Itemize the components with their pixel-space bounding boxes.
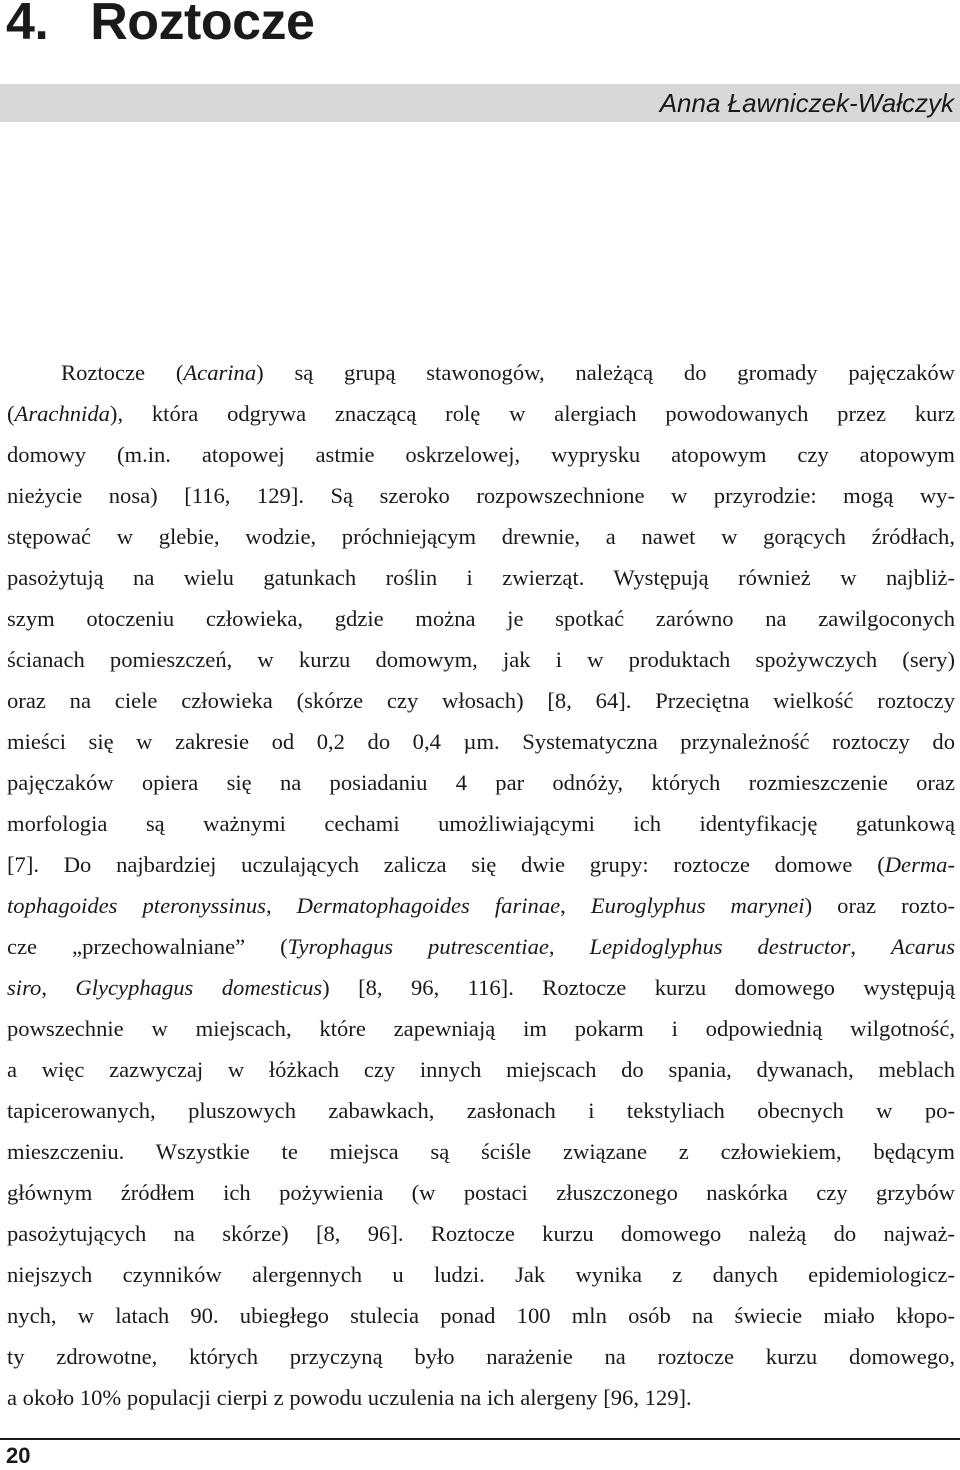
paragraph-line: niejszych czynników alergennych u ludzi. Jak wynika z danych epidemiologicz- <box>7 1262 955 1287</box>
paragraph-line: tapicerowanych, pluszowych zabawkach, zasłonach i tekstyliach obecnych w po- <box>7 1098 955 1123</box>
paragraph-line: nych, w latach 90. ubiegłego stulecia ponad 100 mln osób na świecie miało kłopo- <box>7 1303 955 1328</box>
paragraph-line: mieszczeniu. Wszystkie te miejsca są ściśle związane z człowiekiem, będącym <box>7 1139 955 1164</box>
paragraph-line: domowy (m.in. atopowej astmie oskrzelowej, wyprysku atopowym czy atopowym <box>7 442 955 467</box>
paragraph-line: nieżycie nosa) [116, 129]. Są szeroko rozpowszechnione w przyrodzie: mogą wy- <box>7 483 955 508</box>
paragraph-line: ty zdrowotne, których przyczyną było narażenie na roztocze kurzu domowego, <box>7 1344 955 1369</box>
footer-divider <box>0 1438 960 1440</box>
paragraph-line: a więc zazwyczaj w łóżkach czy innych miejscach do spania, dywanach, meblach <box>7 1057 955 1082</box>
paragraph-line: Roztocze (Acarina) są grupą stawonogów, należącą do gromady pajęczaków <box>61 360 956 385</box>
paragraph-line: powszechnie w miejscach, które zapewniają im pokarm i odpowiednią wilgotność, <box>7 1016 955 1041</box>
paragraph-line: siro, Glycyphagus domesticus) [8, 96, 116]. Roztocze kurzu domowego występują <box>7 975 956 1000</box>
paragraph-line: morfologia są ważnymi cechami umożliwiającymi ich identyfikację gatunkową <box>7 811 955 836</box>
paragraph-line: tophagoides pteronyssinus, Dermatophagoides farinae, Euroglyphus marynei) oraz rozto- <box>7 893 956 918</box>
author-banner <box>0 84 960 122</box>
paragraph-line: pajęczaków opiera się na posiadaniu 4 par odnóży, których rozmieszczenie oraz <box>7 770 955 795</box>
paragraph-line: oraz na ciele człowieka (skórze czy włosach) [8, 64]. Przeciętna wielkość roztoczy <box>7 688 955 713</box>
paragraph-line: mieści się w zakresie od 0,2 do 0,4 µm. Systematyczna przynależność roztoczy do <box>7 729 955 754</box>
paragraph-line: głównym źródłem ich pożywienia (w postaci złuszczonego naskórka czy grzybów <box>7 1180 955 1205</box>
body-paragraph <box>7 352 955 1418</box>
paragraph-line: (Arachnida), która odgrywa znaczącą rolę w alergiach powodowanych przez kurz <box>7 401 955 426</box>
paragraph-line: [7]. Do najbardziej uczulających zalicza się dwie grupy: roztocze domowe (Derma- <box>7 852 955 877</box>
paragraph-line: szym otoczeniu człowieka, gdzie można je spotkać zarówno na zawilgoconych <box>7 606 955 631</box>
paragraph-line: stępować w glebie, wodzie, próchniejącym drewnie, a nawet w gorących źródłach, <box>7 524 955 549</box>
paragraph-line: cze „przechowalniane” (Tyrophagus putrescentiae, Lepidoglyphus destructor, Acarus <box>7 934 956 959</box>
author-name: Anna Ławniczek-Wałczyk <box>659 88 954 118</box>
paragraph-line: ścianach pomieszczeń, w kurzu domowym, jak i w produktach spożywczych (sery) <box>7 647 955 672</box>
paragraph-line: pasożytujących na skórze) [8, 96]. Roztocze kurzu domowego należą do najważ- <box>7 1221 955 1246</box>
chapter-title: 4. Roztocze <box>6 0 315 51</box>
paragraph-line: pasożytują na wielu gatunkach roślin i zwierząt. Występują również w najbliż- <box>7 565 955 590</box>
paragraph-line: a około 10% populacji cierpi z powodu uczulenia na ich alergeny [96, 129]. <box>7 1385 692 1410</box>
page-number: 20 <box>6 1443 31 1468</box>
